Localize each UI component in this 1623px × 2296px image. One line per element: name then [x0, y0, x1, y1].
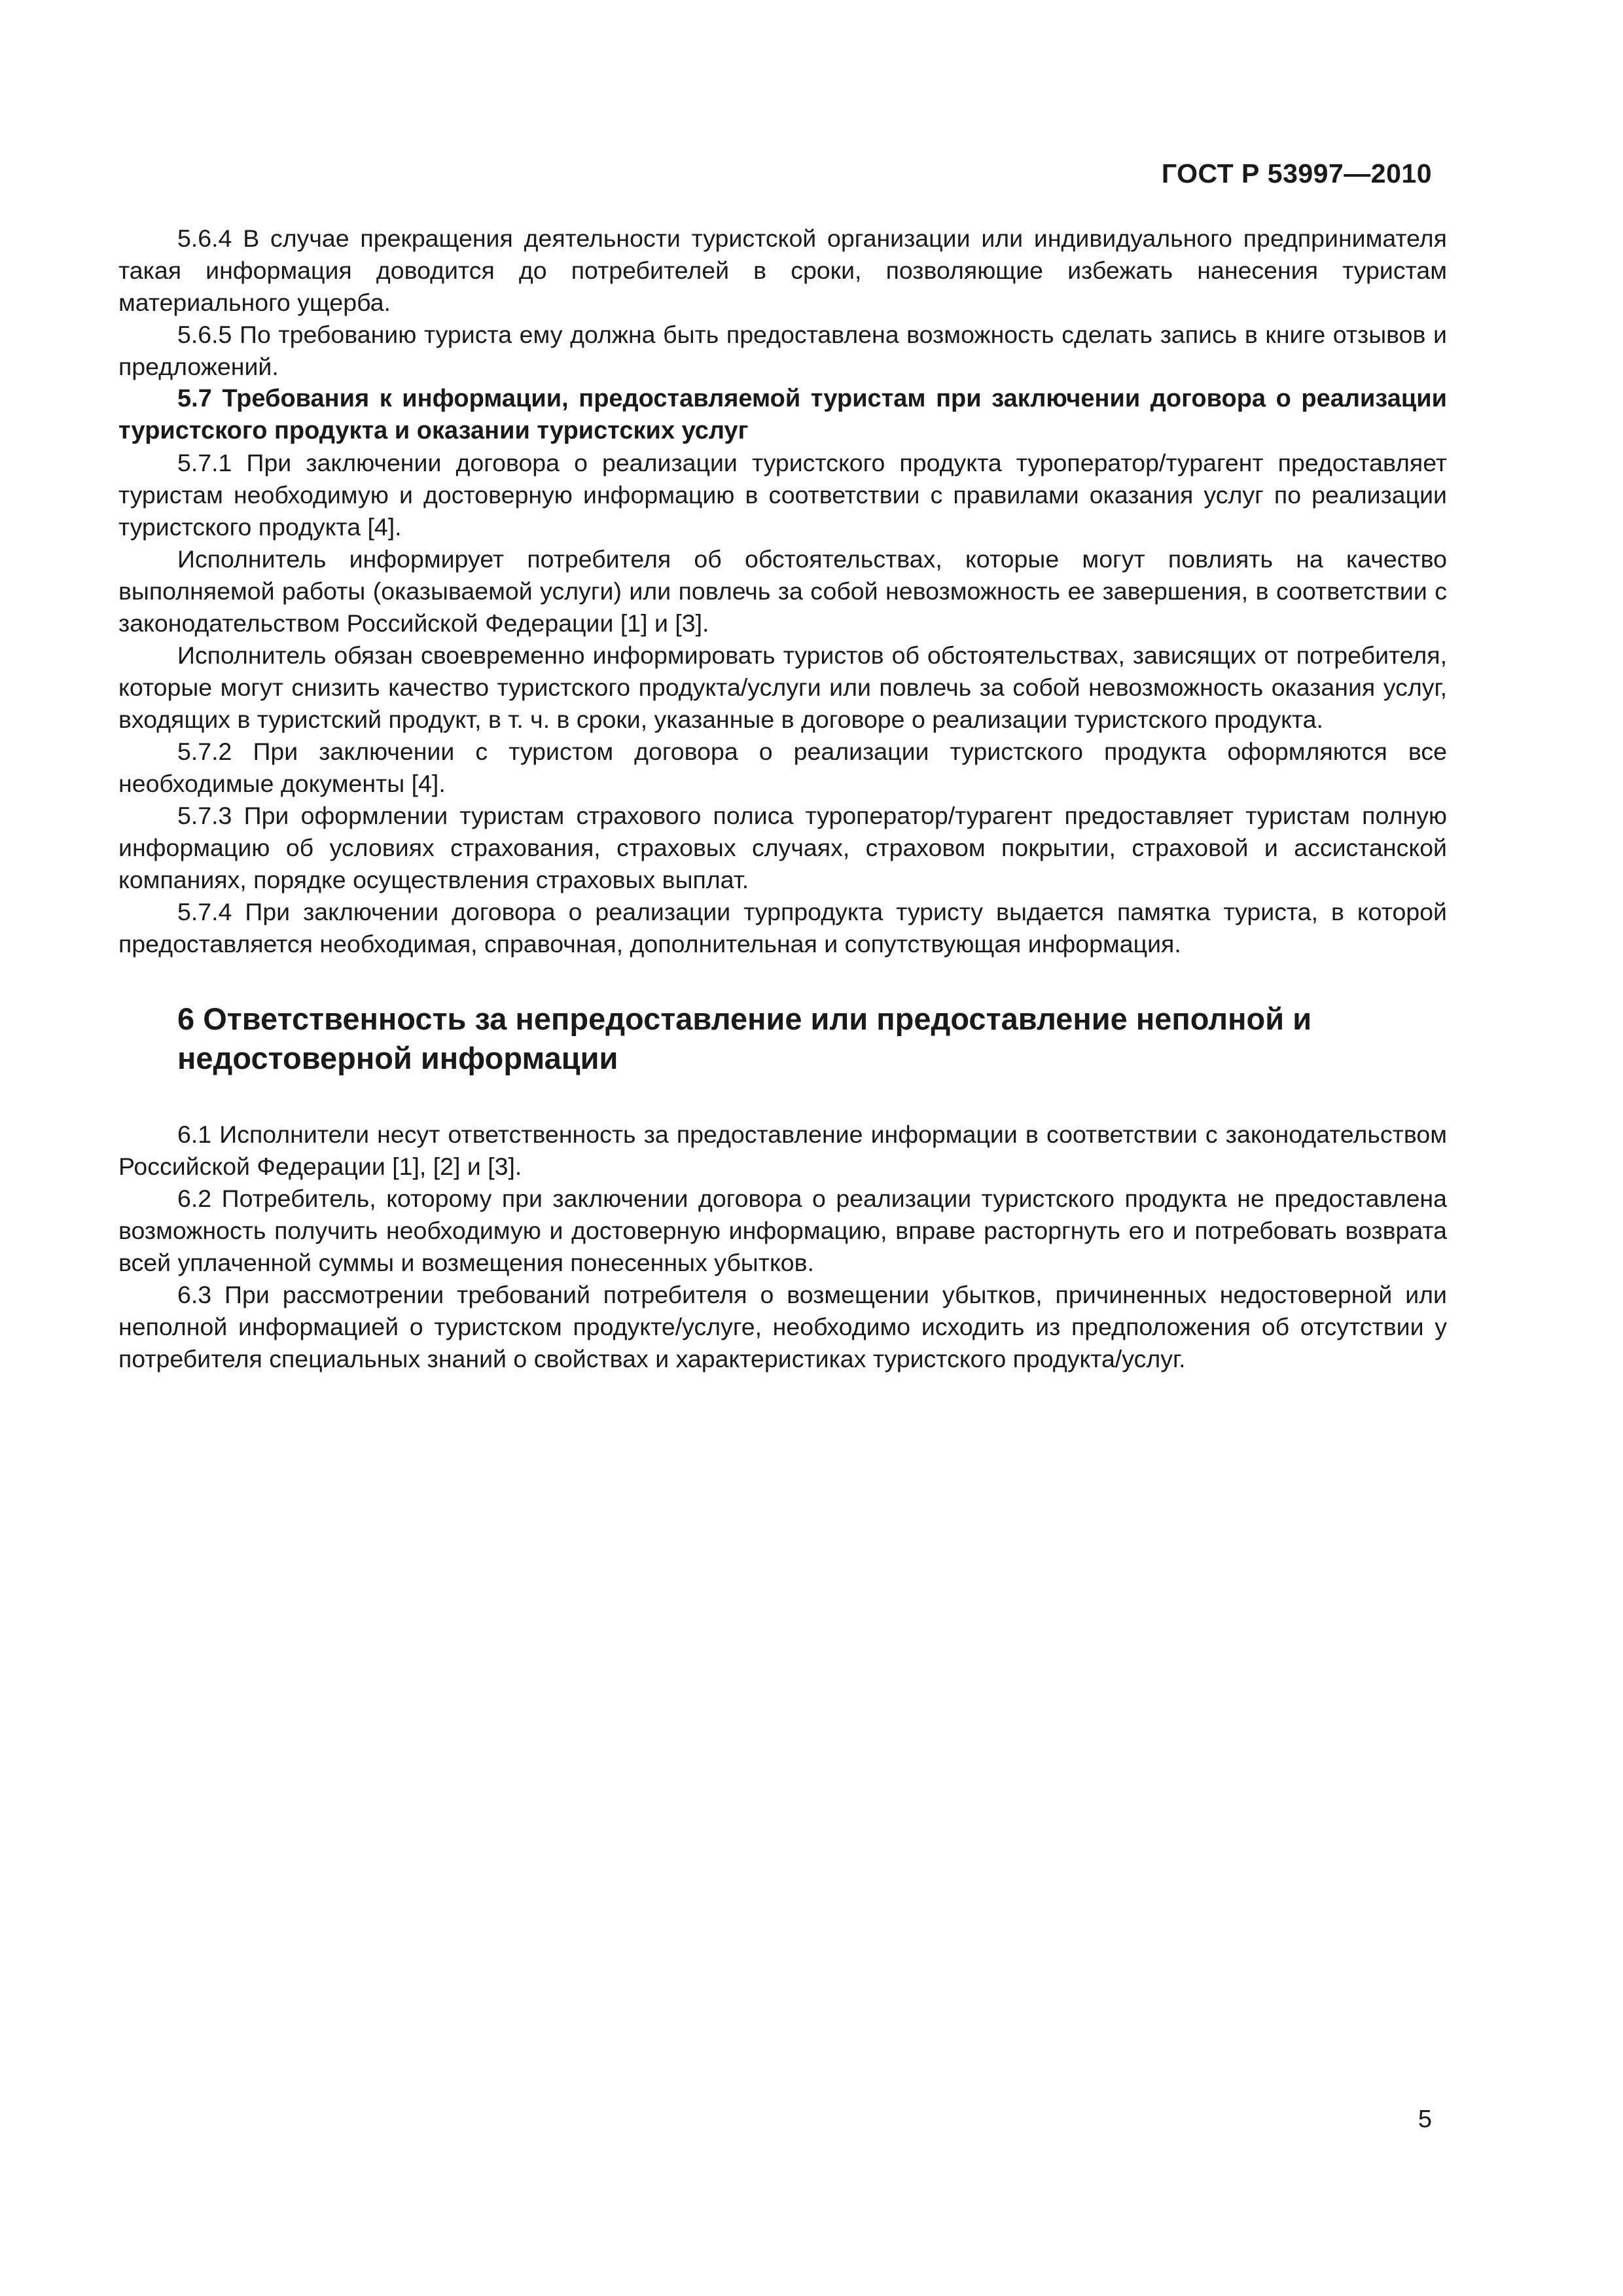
document-code: ГОСТ Р 53997—2010 [1161, 158, 1432, 188]
paragraph-executor-informs: Исполнитель информирует потребителя об обстоятельствах, которые могут повлиять на качество выполняемой работы (оказываемой услуги) или повлечь за собой невозможность ее завершения, в соответствии с законодательством Российской Федерации [1] и [3]. [118, 545, 1447, 637]
clause-5-7-4: 5.7.4 При заключении договора о реализации турпродукта туристу выдается памятка туриста, в которой предоставляется необходимая, справочная, дополнительная и сопутствующая информация. [118, 898, 1447, 958]
paragraph-executor-obliged: Исполнитель обязан своевременно информировать туристов об обстоятельствах, зависящих от потребителя, которые могут снизить качество туристского продукта/услуги или повлечь за собой невозможность оказания услуг, входящих в туристский продукт, в т. ч. в сроки, указанные в договоре о реализации туристского продукта. [118, 641, 1447, 733]
clause-5-7-3: 5.7.3 При оформлении туристам страхового полиса туроператор/турагент предоставляет туристам полную информацию об условиях страхования, страховых случаях, страховом покрытии, страховой и ассистанской компаниях, порядке осуществления страховых выплат. [118, 802, 1447, 893]
subsection-heading-5-7: 5.7 Требования к информации, предоставляемой туристам при заключении договора о реализации туристского продукта и оказании туристских услуг [118, 385, 1447, 444]
page-number: 5 [1418, 2106, 1432, 2133]
clause-5-6-4: 5.6.4 В случае прекращения деятельности туристской организации или индивидуального предпринимателя такая информация доводится до потребителей в сроки, позволяющие избежать нанесения туристам материального ущерба. [118, 224, 1447, 316]
clause-6-1: 6.1 Исполнители несут ответственность за предоставление информации в соответствии с законодательством Российской Федерации [1], [2] и [3]. [118, 1121, 1447, 1180]
clause-6-3: 6.3 При рассмотрении требований потребителя о возмещении убытков, причиненных недостоверной или неполной информацией о туристском продукте/услуге, необходимо исходить из предположения об отсутствии у потребителя специальных знаний о свойствах и характеристиках туристского продукта/услуг. [118, 1281, 1447, 1372]
section-heading-6: 6 Ответственность за непредоставление или предоставление неполной и недостоверной информации [177, 1001, 1312, 1075]
clause-5-6-5: 5.6.5 По требованию туриста ему должна быть предоставлена возможность сделать запись в книге отзывов и предложений. [118, 321, 1447, 380]
clause-6-2: 6.2 Потребитель, которому при заключении договора о реализации туристского продукта не предоставлена возможность получить необходимую и достоверную информацию, вправе расторгнуть его и потребовать возврата всей уплаченной суммы и возмещения понесенных убытков. [118, 1185, 1447, 1276]
document-body [118, 223, 1447, 1375]
clause-5-7-1: 5.7.1 При заключении договора о реализации туристского продукта туроператор/турагент предоставляет туристам необходимую и достоверную информацию в соответствии с правилами оказания услуг по реализации туристского продукта [4]. [118, 449, 1447, 541]
clause-5-7-2: 5.7.2 При заключении с туристом договора о реализации туристского продукта оформляются все необходимые документы [4]. [118, 738, 1447, 797]
